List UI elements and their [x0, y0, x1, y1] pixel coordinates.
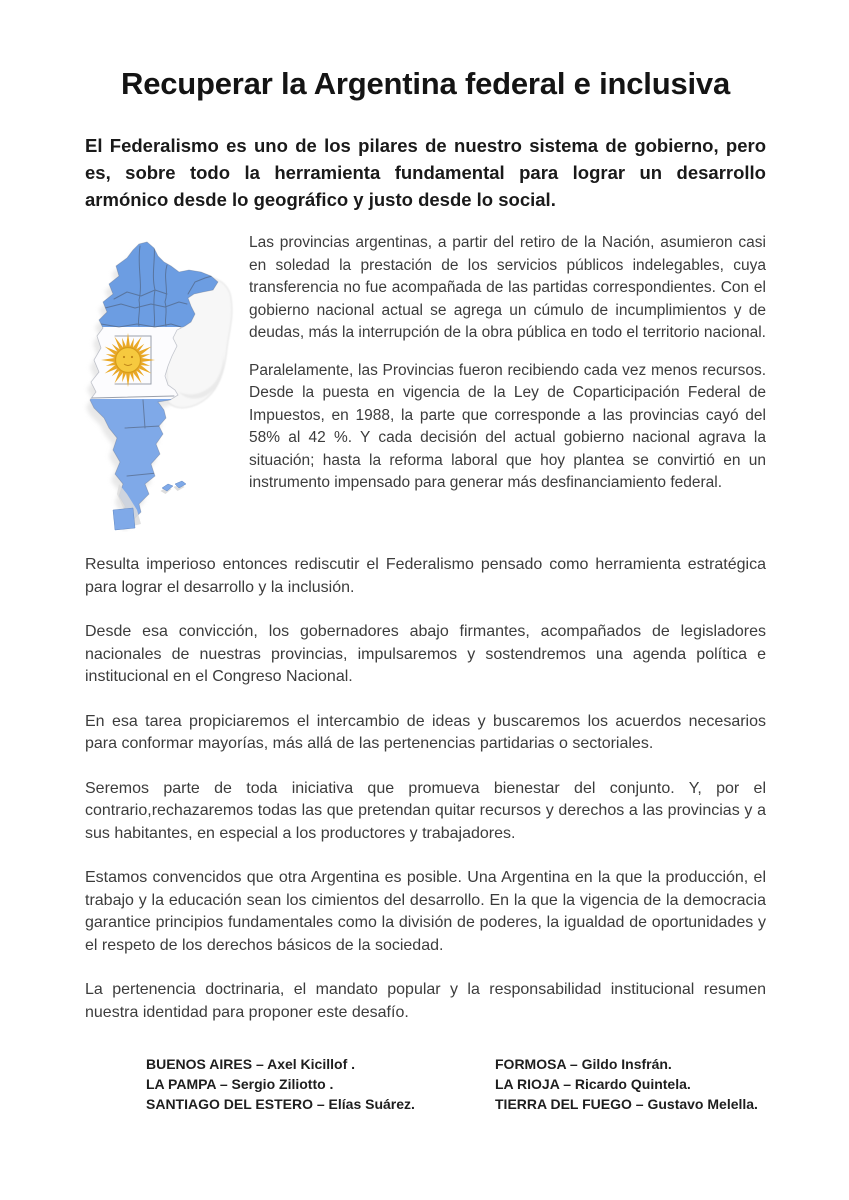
paragraph-beside-map-2: Paralelamente, las Provincias fueron recibiendo cada vez menos recursos. Desde la puesta en vigencia de la Ley de Coparticipación Federal de Impuestos, en 1988, la parte que corresponde a las provincias cayó del 58% al 42 %. Y cada decisión del actual gobierno nacional agrava la situación; hasta la reforma laboral que hoy plantea se convirtió en un instrumento impensado para generar más desfinanciamiento federal. — [249, 361, 766, 491]
signatory-tierra-del-fuego: TIERRA DEL FUEGO – Gustavo Melella. — [495, 1096, 758, 1112]
body-paragraph-5: Estamos convencidos que otra Argentina es posible. Una Argentina en la que la producción, el trabajo y la educación sean los cimientos del desarrollo. En la que la vigencia de la democracia garantice principios fundamentales como la división de poderes, la igualdad de oportunidades y el respeto de los derechos básicos de la sociedad. — [85, 869, 766, 954]
signatory-santiago-del-estero: SANTIAGO DEL ESTERO – Elías Suárez. — [146, 1096, 415, 1112]
flag-stripe-bottom — [61, 399, 243, 532]
signatories-right-column — [495, 1054, 766, 1114]
map-and-text-section — [85, 232, 766, 532]
paragraph-beside-map-1: Las provincias argentinas, a partir del retiro de la Nación, asumieron casi en soledad la prestación de los servicios públicos indelegables, cuya transferencia no fue acompañada de las partidas correspondientes. Con el gobierno nacional actual se agrega un cúmulo de incumplimientos y de deudas, más la interrupción de la obra pública en todo el territorio nacional. — [249, 234, 766, 341]
body-paragraph-4: Seremos parte de toda iniciativa que promueva bienestar del conjunto. Y, por el contrario,rechazaremos todas las que pretendan quitar recursos y derechos a las provincias y a sus habitantes, en especial a los productores y trabajadores. — [85, 779, 766, 842]
signatory-la-rioja: LA RIOJA – Ricardo Quintela. — [495, 1076, 691, 1092]
body-paragraph-2: Desde esa convicción, los gobernadores abajo firmantes, acompañados de legisladores nacionales de nuestras provincias, impulsaremos y sostendremos una agenda política e institucional en el Congreso Nacional. — [85, 623, 766, 685]
body-paragraph-1: Resulta imperioso entonces rediscutir el Federalismo pensado como herramienta estratégica para lograr el desarrollo y la inclusión. — [85, 556, 766, 596]
signatories-section — [85, 1054, 766, 1114]
argentina-flag-map-image — [61, 232, 243, 532]
map-side-text-column — [249, 232, 766, 495]
signatory-formosa: FORMOSA – Gildo Insfrán. — [495, 1056, 672, 1072]
body-paragraph-3: En esa tarea propiciaremos el intercambio de ideas y buscaremos los acuerdos necesarios para conformar mayorías, más allá de las pertenencias partidarias o sectoriales. — [85, 712, 766, 752]
intro-paragraph: El Federalismo es uno de los pilares de nuestro sistema de gobierno, pero es, sobre todo la herramienta fundamental para lograr un desarrollo armónico desde lo geográfico y justo desde lo social. — [85, 135, 766, 210]
malvinas-islands-icon — [161, 481, 187, 494]
signatory-la-pampa: LA PAMPA – Sergio Ziliotto . — [146, 1076, 334, 1092]
signatories-left-column — [146, 1054, 495, 1114]
body-paragraph-6: La pertenencia doctrinaria, el mandato popular y la responsabilidad institucional resumen nuestra identidad para proponer este desafío. — [85, 981, 766, 1021]
signatory-buenos-aires: BUENOS AIRES – Axel Kicillof . — [146, 1056, 356, 1072]
page-title: Recuperar la Argentina federal e inclusiva — [121, 66, 730, 101]
